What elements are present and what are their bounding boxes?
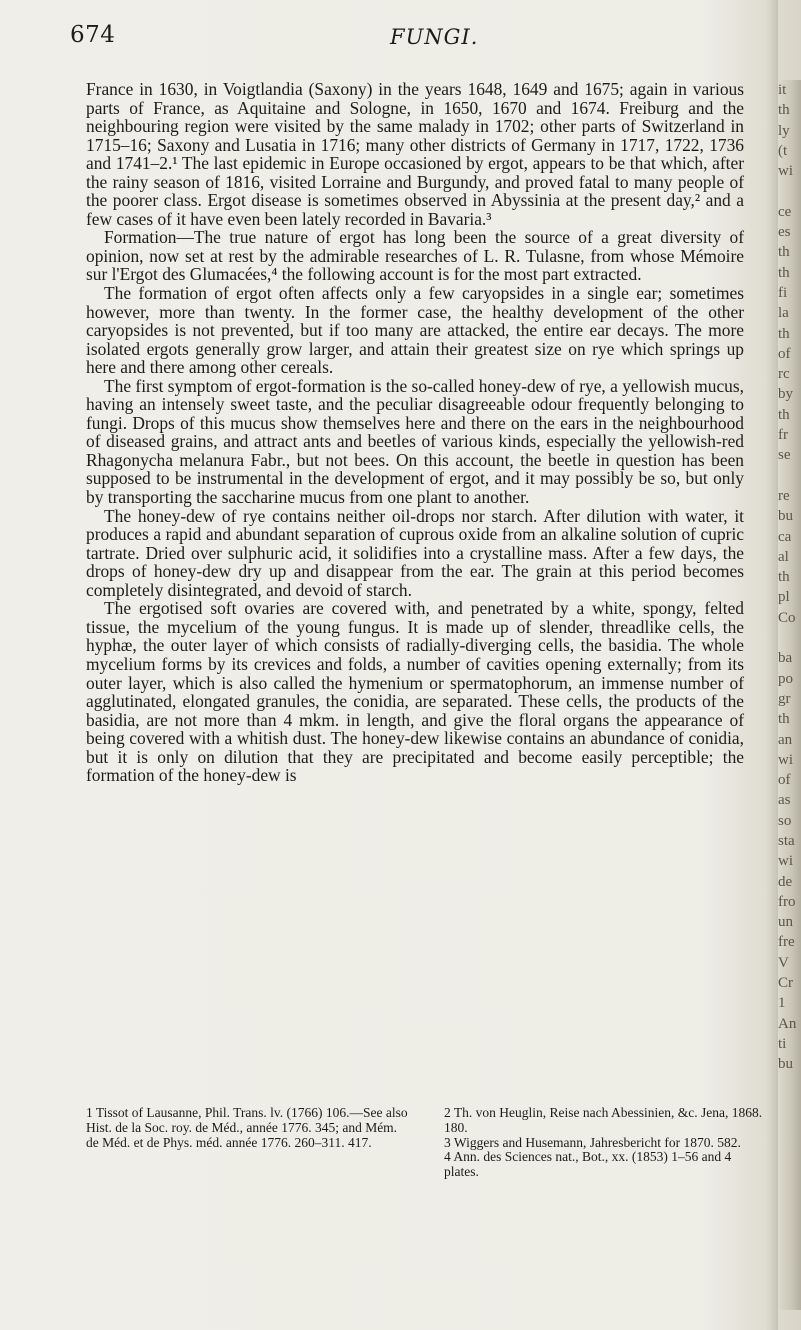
facing-page-fragment: sta [778,832,795,849]
facing-page-fragment: th [778,569,790,586]
facing-page-fragment: an [778,731,793,748]
paragraph-epidemics: France in 1630, in Voigtlandia (Saxony) in the years 1648, 1649 and 1675; again in various parts of France, as Aquitaine and Sologne, in 1650, 1670 and 1674. Freiburg and the neighbouring region were visited by the same malady in 1702; other parts of Switzerland in 1715–16; Saxony and Lusatia in 1716; many other districts of Germany in 1717, 1722, 1736 and 1741–2.¹ The last epidemic in Europe occasioned by ergot, appears to be that which, after the rainy season of 1816, visited Lorraine and Burgundy, and proved fatal to many people of the poorer class. Ergot disease is sometimes observed in Abyssinia at the present day,² and a few cases of it have even been lately recorded in Bavaria.³ [86,79,744,229]
paragraph-honey-dew-chemistry: The honey-dew of rye contains neither oil-drops nor starch. After dilution with water, it produces a rapid and abundant separation of cuprous oxide from an alkaline solution of cupric tartrate. Dried over sulphuric acid, it solidifies into a crystalline mass. After a few days, the drops of honey-dew dry up and disappear from the ear. The grain at this period becomes completely disintegrated, and devoid of starch. [86,505,744,600]
facing-page-fragment [778,466,801,486]
facing-page-fragment: th [778,244,790,261]
footnotes-left-column [86,1106,408,1180]
facing-page-fragment: th [778,325,790,342]
facing-page-fragment: se [778,447,791,464]
paragraph-formation: Formation—The true nature of ergot has long been the source of a great diversity of opinion, now set at rest by the admirable researches of L. R. Tulasne, from whose Mémoire sur l'Ergot des Glumacées,⁴ the following account is for the most part extracted. [86,227,744,285]
paragraph-honey-dew: The first symptom of ergot-formation is the so-called honey-dew of rye, a yellowish mucus, having an intensely sweet taste, and the peculiar disagreeable odour frequently belonging to fungi. Drops of this mucus show themselves here and there on the ears in the neighbourhood of diseased grains, and attract ants and beetles of various kinds, especially the yellowish-red Rhagonycha melanura Fabr., but not bees. On this account, the beetle in question has been supposed to be instrumental in the development of ergot, and it may possibly be so, but only by transporting the saccharine mucus from one plant to another. [86,375,744,508]
facing-page-fragment: bu [778,508,793,525]
facing-page-fragment: of [778,345,791,362]
facing-page-fragment: An [778,1015,797,1032]
facing-page-fragment: al [778,548,789,565]
facing-page-fragment: Co [778,609,796,626]
facing-page-fragment [778,181,801,201]
facing-page-fragment: fro [778,893,796,910]
facing-page-fragment: ca [778,528,792,545]
paragraph-caryopsides: The formation of ergot often affects only a few caryopsides in a single ear; sometimes however, more than twenty. In the former case, the healthy development of the other caryopsides is not prevented, but if too many are attacked, the entire ear decays. The more isolated ergots generally grow larger, and attain their greatest size on rye which springs up here and there among other cereals. [86,283,744,378]
facing-page-fragment: V [778,954,789,971]
facing-page-fragment: ti [778,1035,787,1052]
footnote-2: 2 Th. von Heuglin, Reise nach Abessinien, &c. Jena, 1868. 180. [444,1105,763,1135]
facing-page-fragment: by [778,386,793,403]
facing-page-fragment: ba [778,650,793,667]
facing-page-fragment: ce [778,203,792,220]
facing-page-fragment: la [778,305,789,322]
facing-page-edge [778,80,801,1310]
footnotes-right-column [444,1106,766,1180]
binding-shadow [766,0,778,1330]
facing-page-fragment: (t [778,142,788,159]
facing-page-fragment [778,628,801,648]
facing-page-fragment: fr [778,427,788,444]
running-title: FUNGI. [390,25,479,49]
facing-page-fragment: wi [778,163,793,180]
facing-page-fragment: po [778,670,793,687]
footnote-1: 1 Tissot of Lausanne, Phil. Trans. lv. (1766) 106.—See also Hist. de la Soc. roy. de Méd., année 1776. 345; and Mém. de Méd. et de Phys. méd. année 1776. 260–311. 417. [86,1105,408,1150]
facing-page-fragment: Cr [778,975,793,992]
facing-page-fragment: re [778,487,790,504]
facing-page-fragment: th [778,406,790,423]
facing-page-fragment: de [778,873,793,890]
page-number: 674 [70,22,116,48]
facing-page-fragment: th [778,711,790,728]
facing-page-fragment: it [778,82,787,98]
footnote-4: 4 Ann. des Sciences nat., Bot., xx. (1853) 1–56 and 4 plates. [444,1149,732,1180]
facing-page-fragment: so [778,812,792,829]
facing-page-fragment: ly [778,122,790,139]
facing-page-fragment: of [778,772,791,789]
facing-page-fragment: es [778,224,791,241]
body-text [86,80,744,785]
facing-page-fragment: bu [778,1056,793,1073]
footnote-3: 3 Wiggers and Husemann, Jahresbericht for 1870. 582. [444,1134,741,1150]
facing-page-fragment: wi [778,751,793,768]
page-header [70,22,770,54]
facing-page-fragment: fre [778,934,795,951]
facing-page-fragment: wi [778,853,793,870]
facing-page-fragment: th [778,264,790,281]
facing-page-fragment: rc [778,366,790,383]
facing-page-fragment: gr [778,690,791,707]
facing-page-fragment: un [778,914,793,931]
footnotes [86,1106,766,1180]
facing-page-fragment: fi [778,284,788,301]
facing-page-fragment: as [778,792,791,809]
facing-page-fragment: 1 [778,995,786,1012]
facing-page-fragment: th [778,102,790,119]
facing-page-fragment: pl [778,589,790,606]
paragraph-mycelium: The ergotised soft ovaries are covered with, and penetrated by a white, spongy, felted tissue, the mycelium of the young fungus. It is made up of slender, threadlike cells, the hyphæ, the outer layer of which consists of radially-diverging cells, the basidia. The whole mycelium forms by its crevices and folds, a number of cavities opening externally; from its outer layer, which is also called the hymenium or spermatophorum, an immense number of agglutinated, elongated granules, the conidia, are separated. These cells, the products of the basidia, are not more than 4 mkm. in length, and give the floral organs the appearance of being covered with a whitish dust. The honey-dew likewise contains an abundance of conidia, but it is only on dilution that they are precipitated and become easily perceptible; the formation of the honey-dew is [86,598,744,786]
